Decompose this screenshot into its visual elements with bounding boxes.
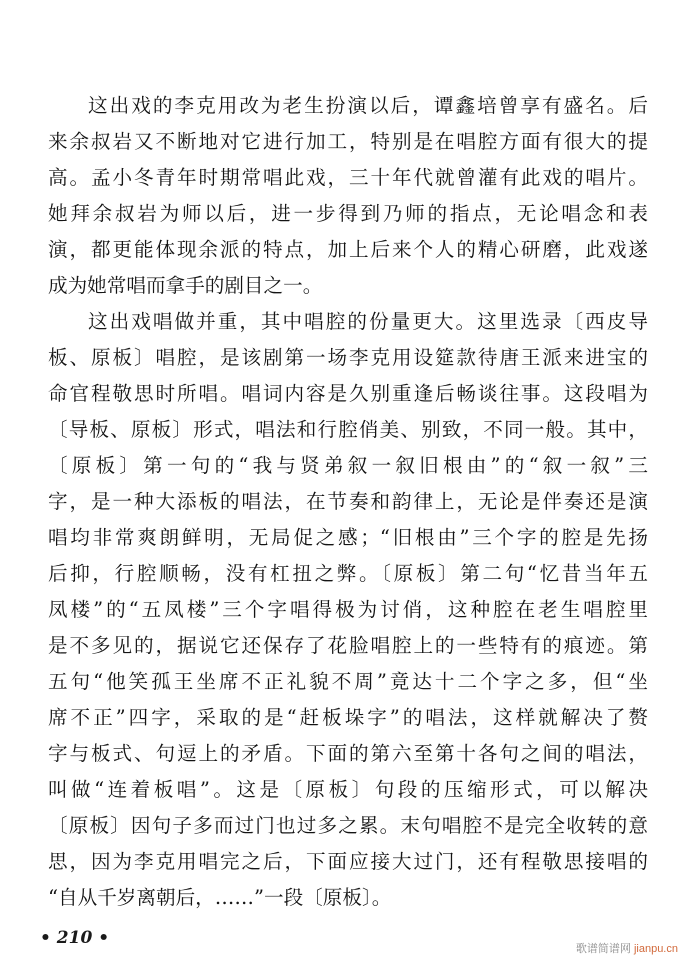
text-line: 字，是一种大添板的唱法，在节奏和韵律上，无论是伴奏还是演 — [48, 490, 648, 513]
text-line: 叫做“连着板唱”。这是〔原板〕句段的压缩形式，可以解决 — [48, 778, 648, 801]
text-line: 〔原板〕第一句的“我与贤弟叙一叙旧根由”的“叙一叙”三 — [48, 454, 648, 477]
paragraph — [48, 88, 648, 304]
text-line: 她拜余叔岩为师以后，进一步得到乃师的指点，无论唱念和表 — [48, 202, 648, 225]
text-line: 唱均非常爽朗鲜明，无局促之感；“旧根由”三个字的腔是先扬 — [48, 526, 648, 549]
text-line: 是不多见的，据说它还保存了花脸唱腔上的一些特有的痕迹。第 — [48, 634, 648, 657]
watermark — [576, 940, 678, 956]
text-line: 凤楼”的“五凤楼”三个字唱得极为讨俏，这种腔在老生唱腔里 — [48, 598, 648, 621]
text-line: 这出戏唱做并重，其中唱腔的份量更大。这里选录〔西皮导 — [88, 310, 648, 333]
text-line: 这出戏的李克用改为老生扮演以后，谭鑫培曾享有盛名。后 — [88, 94, 648, 117]
watermark-url: jianpu.cn — [633, 943, 678, 955]
body-text — [48, 88, 648, 916]
text-line: 板、原板〕唱腔，是该剧第一场李克用设筵款待唐王派来进宝的 — [48, 346, 648, 369]
text-line: 五句“他笑孤王坐席不正礼貌不周”竟达十二个字之多，但“坐 — [48, 670, 648, 693]
text-line: 席不正”四字，采取的是“赶板垛字”的唱法，这样就解决了赘 — [48, 706, 648, 729]
text-line: 演，都更能体现余派的特点，加上后来个人的精心研磨，此戏遂 — [48, 238, 648, 261]
watermark-site-name: 歌谱简谱网 — [575, 943, 631, 955]
text-line: 来余叔岩又不断地对它进行加工，特别是在唱腔方面有很大的提 — [48, 130, 648, 153]
text-line: 成为她常唱而拿手的剧目之一。 — [48, 274, 323, 297]
text-line: 字与板式、句逗上的矛盾。下面的第六至第十各句之间的唱法， — [48, 742, 648, 765]
text-line: 〔原板〕因句子多而过门也过多之累。末句唱腔不是完全收转的意 — [48, 814, 648, 837]
page-number: • 210 • — [40, 928, 110, 948]
text-line: 后抑，行腔顺畅，没有杠扭之弊。〔原板〕第二句“忆昔当年五 — [48, 562, 648, 585]
text-line: 命官程敬思时所唱。唱词内容是久别重逢后畅谈往事。这段唱为 — [48, 382, 648, 405]
text-line: 高。孟小冬青年时期常唱此戏，三十年代就曾灌有此戏的唱片。 — [48, 166, 648, 189]
text-line: 〔导板、原板〕形式，唱法和行腔俏美、别致，不同一般。其中， — [48, 418, 648, 441]
text-line: 思，因为李克用唱完之后，下面应接大过门，还有程敬思接唱的 — [48, 850, 648, 873]
paragraph — [48, 304, 648, 916]
text-line: “自从千岁离朝后，……”一段〔原板〕。 — [48, 886, 392, 909]
